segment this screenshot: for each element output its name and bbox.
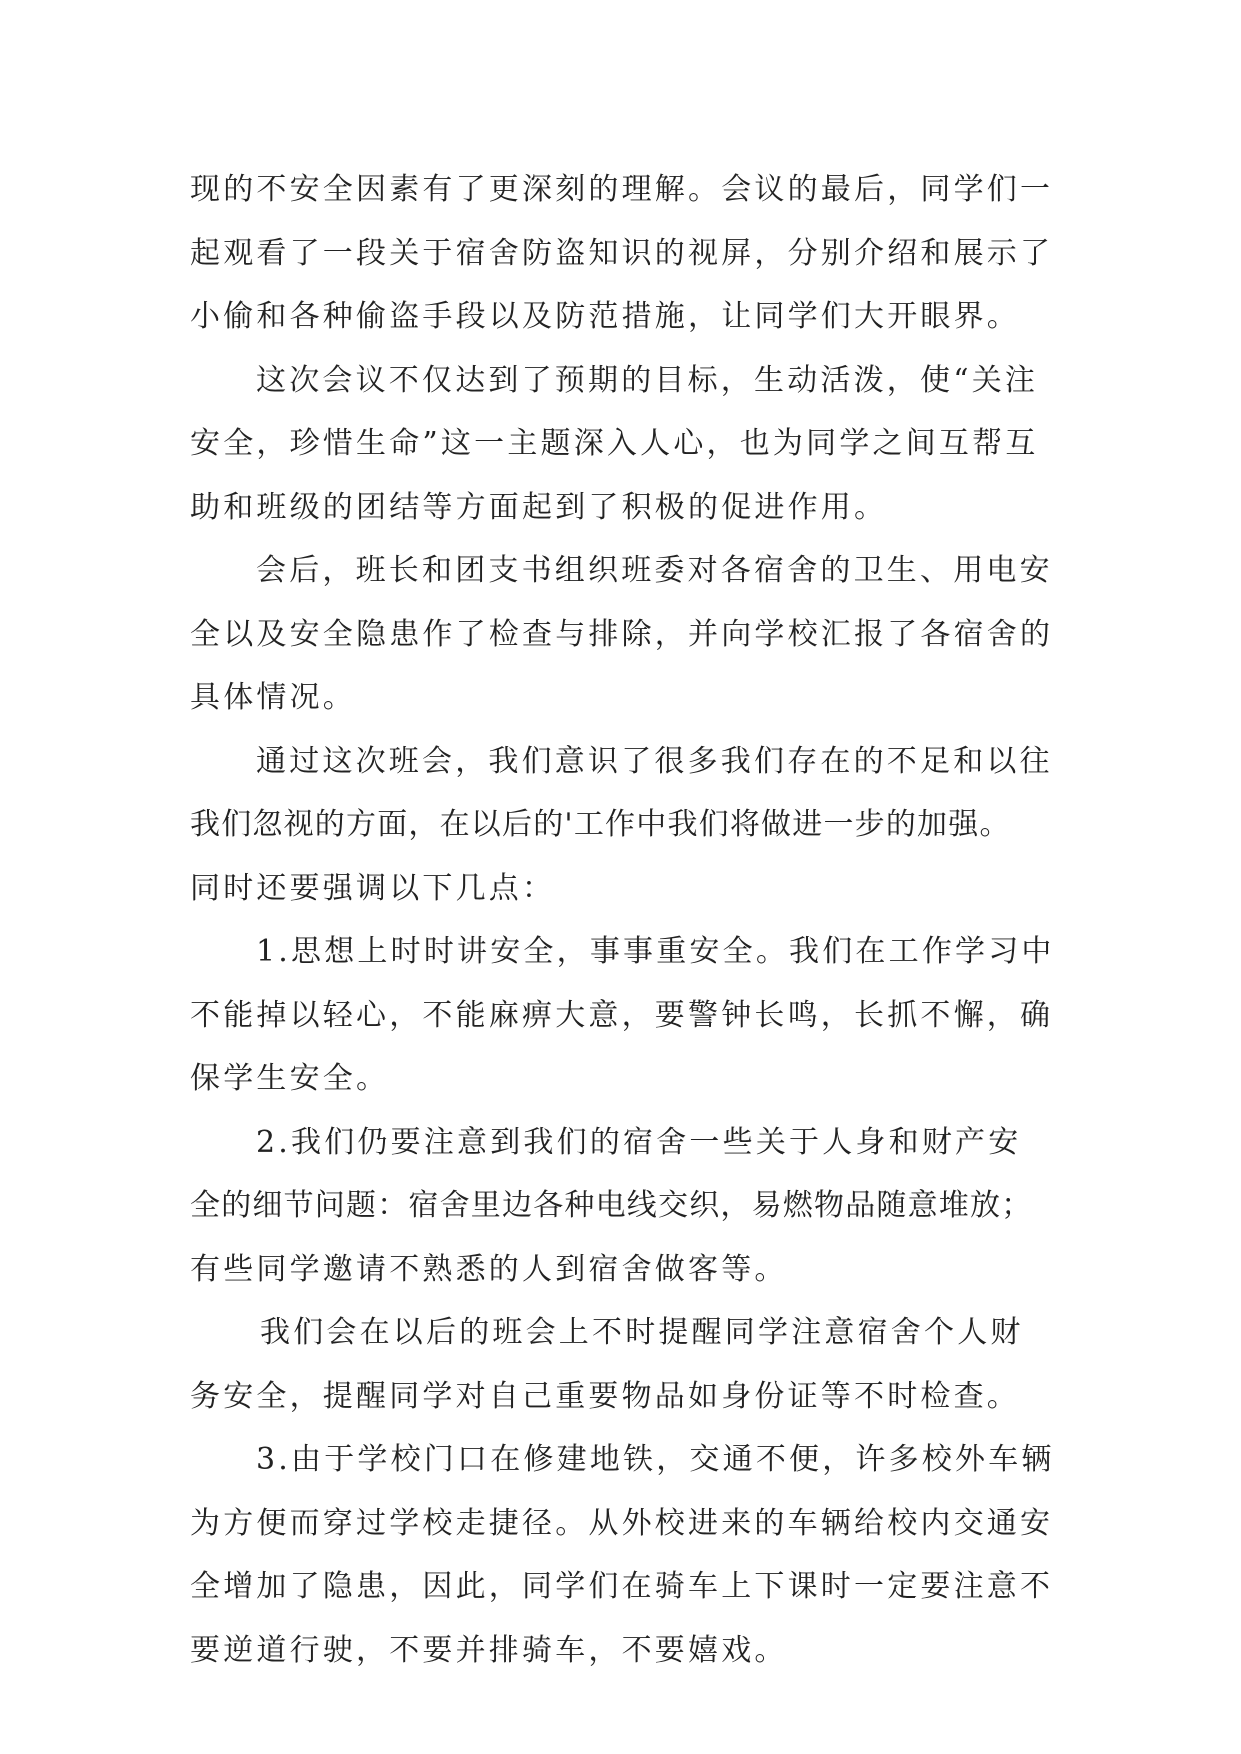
text-line: 保学生安全。 <box>190 1061 390 1096</box>
paragraph-6 <box>190 1111 1052 1302</box>
text-line: 安全，珍惜生命”这一主题深入人心，也为同学之间互帮互 <box>190 426 1039 461</box>
text-line: 我们会在以后的班会上不时提醒同学注意宿舍个人财 <box>260 1315 1024 1350</box>
text-line: 我们忽视的方面，在以后的'工作中我们将做进一步的加强。 <box>190 807 1011 842</box>
text-line: 起观看了一段关于宿舍防盗知识的视屏，分别介绍和展示了 <box>190 235 1054 271</box>
text-line: 不能掉以轻心，不能麻痹大意，要警钟长鸣，长抓不懈，确 <box>190 997 1054 1033</box>
text-line: 具体情况。 <box>190 680 356 715</box>
paragraph-5 <box>190 920 1055 1111</box>
text-line: 通过这次班会，我们意识了很多我们存在的不足和以往 <box>256 743 1053 779</box>
text-line: 这次会议不仅达到了预期的目标，生动活泼，使“关注 <box>256 362 1039 398</box>
paragraph-4 <box>190 730 1052 921</box>
text-line: 1.思想上时时讲安全，事事重安全。我们在工作学习中 <box>256 934 1055 969</box>
text-line: 要逆道行驶，不要并排骑车，不要嬉戏。 <box>190 1632 788 1668</box>
text-line: 助和班级的团结等方面起到了积极的促进作用。 <box>190 489 888 525</box>
text-line: 全以及安全隐患作了检查与排除，并向学校汇报了各宿舍的 <box>190 616 1054 652</box>
paragraph-1 <box>190 158 1052 349</box>
paragraph-8 <box>190 1428 1055 1682</box>
text-line: 同时还要强调以下几点： <box>190 870 556 906</box>
paragraph-2 <box>190 349 1052 540</box>
text-line: 会后，班长和团支书组织班委对各宿舍的卫生、用电安 <box>256 553 1053 588</box>
paragraph-3 <box>190 539 1052 730</box>
paragraph-7 <box>190 1301 1052 1428</box>
text-line: 有些同学邀请不熟悉的人到宿舍做客等。 <box>190 1251 788 1287</box>
text-line: 务安全，提醒同学对自己重要物品如身份证等不时检查。 <box>190 1378 1020 1414</box>
document-body <box>190 158 1055 1682</box>
text-line: 全增加了隐患，因此，同学们在骑车上下课时一定要注意不 <box>190 1569 1054 1604</box>
text-line: 现的不安全因素有了更深刻的理解。会议的最后，同学们一 <box>190 172 1054 207</box>
text-line: 3.由于学校门口在修建地铁，交通不便，许多校外车辆 <box>256 1442 1055 1477</box>
text-line: 2.我们仍要注意到我们的宿舍一些关于人身和财产安 <box>256 1124 1022 1160</box>
text-line: 为方便而穿过学校走捷径。从外校进来的车辆给校内交通安 <box>190 1505 1054 1541</box>
text-line: 全的细节问题：宿舍里边各种电线交织，易燃物品随意堆放； <box>190 1188 1033 1223</box>
text-line: 小偷和各种偷盗手段以及防范措施，让同学们大开眼界。 <box>190 299 1020 334</box>
